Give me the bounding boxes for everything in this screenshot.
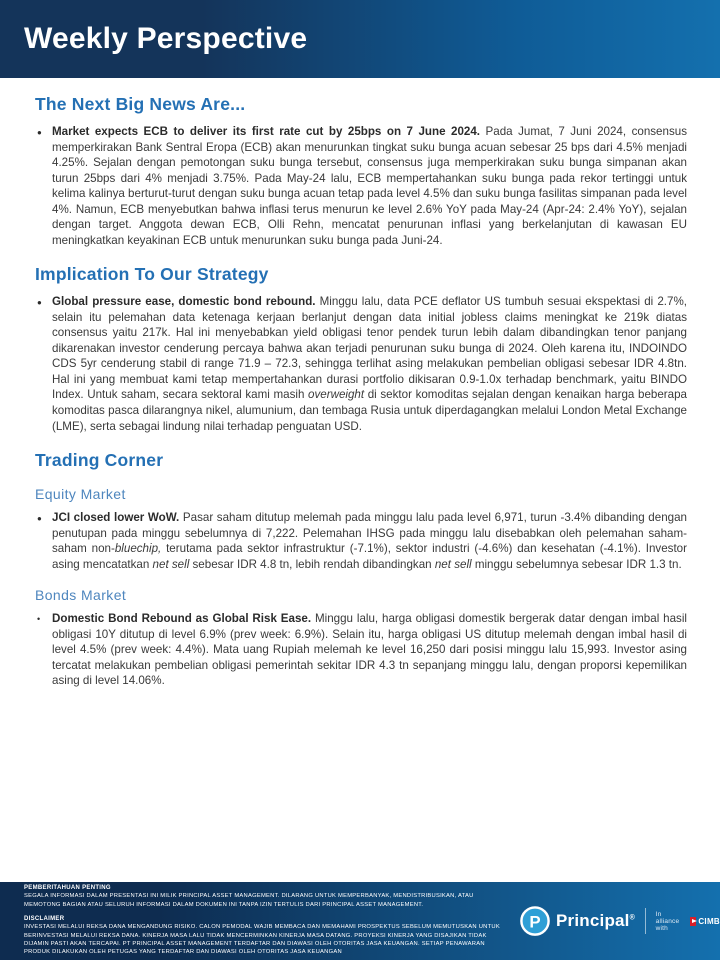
list-item: [37, 294, 687, 434]
cimb-logo-icon: [690, 917, 696, 926]
paragraph-global-pressure: Global pressure ease, domestic bond rebound. Minggu lalu, data PCE deflator US tumbuh sesuai ekspektasi di 2.7%, selain itu pelemahan data ketenaga kerjaan berlanjut dengan data initial jobless claims meningkat ke 219k diatas consensus yaitu 217k. Hal ini menyebabkan yield obligasi tenor pendek turun lebih dalam dibandingkan tenor panjang dikarenakan investor cenderung percaya bahwa akan terjadi penurunan suku bunga di 2024. Oleh karena itu, INDOINDO CDS 5yr cenderung stabil di range 71.9 – 72.3, sehingga terlihat asing melakukan pembelian obligasi sebesar IDR 4.8tn. Hal ini yang membuat kami tetap mempertahankan durasi portfolio dikisaran 0.9-1.0x terhadap benchmark, yaitu BINDO Index. Untuk saham, secara sektoral kami masih overweight di sektor komoditas sejalan dengan kenaikan harga beberapa komoditas pasca dilarangnya nikel, alumunium, dan tembaga Rusia untuk diperdagangkan melalui London Metal Exchange (LME), serta sebagai lindung nilai terhadap penguatan USD.: [52, 295, 687, 433]
list-item: [37, 124, 687, 248]
notice-body: SEGALA INFORMASI DALAM PRESENTASI INI MILIK PRINCIPAL ASSET MANAGEMENT. DILARANG UNTUK MEMPERBANYAK, MENDISTRIBUSIKAN, ATAU MEMOTONG BAGIAN ATAU SELURUH INFORMASI DALAM DOKUMEN INI TANPA IZIN TERTULIS DARI PRINCIPAL ASSET MANAGEMENT.: [24, 893, 474, 908]
section-trading-corner: [35, 450, 687, 689]
page-header: [0, 0, 720, 78]
notice-title: PEMBERITAHUAN PENTING: [24, 885, 111, 892]
subheading-bonds-market: Bonds Market: [35, 587, 127, 604]
subheading-equity-market: Equity Market: [35, 486, 126, 503]
alliance-label: In alliance with: [655, 910, 680, 932]
legal-text: [0, 879, 506, 960]
list-item: [37, 611, 687, 689]
bullet-icon: ●: [37, 128, 42, 137]
registered-mark: ®: [629, 914, 635, 922]
brand-divider: [645, 908, 646, 934]
disclaimer-body: INVESTASI MELALUI REKSA DANA MENGANDUNG RISIKO. CALON PEMODAL WAJIB MEMBACA DAN MEMAHAMI PROSPEKTUS SEBELUM MEMUTUSKAN UNTUK BERINVESTASI MELALUI REKSA DANA. KINERJA MASA LALU TIDAK MENCERMINKAN KINERJA MASA DATANG. PROYEKSI KINERJA YANG DISAJIKAN TIDAK DIJAMIN PASTI AKAN TERCAPAI. PT PRINCIPAL ASSET MANAGEMENT TERDAFTAR DAN DIAWASI OLEH OTORITAS JASA KEUANGAN. SETIAP PENAWARAN PRODUK DILAKUKAN OLEH PETUGAS YANG TERDAFTAR DAN DIAWASI OLEH OTORITAS JASA KEUANGAN: [24, 924, 500, 956]
paragraph-domestic-bond: Domestic Bond Rebound as Global Risk Ease. Minggu lalu, harga obligasi domestik bergerak datar dengan imbal hasil obligasi 10Y ditutup di level 6.9% (prev week: 6.9%). Selain itu, harga obligasi US ditutup melemah dengan imbal hasil di level 4.5% (prev week: 4.4%). Mata uang Rupiah melemah ke level 16,250 dari posisi minggu lalu 15,993. Investor asing tercatat melakukan pembelian obligasi pemerintah sekitar IDR 4.3 tn sepanjang minggu lalu, dengan proporsi kepemilikan asing di level 14.06%.: [52, 612, 687, 688]
cimb-wordmark: CIMB: [698, 916, 720, 926]
bullet-icon: ●: [37, 298, 42, 308]
paragraph-jci: JCI closed lower WoW. Pasar saham ditutup melemah pada minggu lalu pada level 6,971, turun -3.4% dibanding dengan penutupan pada minggu sebelumnya di 7,222. Pelemahan IHSG pada minggu lalu disebabkan oleh pelemahan saham-saham non-bluechip, terutama pada sektor infrastruktur (-7.1%), sektor industri (-4.6%) dan kesehatan (-4.1%). Investor asing mencatatkan net sell sebesar IDR 4.8 tn, lebih rendah dibandingkan net sell minggu sebelumnya sebesar IDR 1.3 tn.: [52, 511, 687, 571]
content-area: [0, 78, 720, 689]
section-next-big-news: [35, 94, 687, 248]
paragraph-ecb-rate-cut: Market expects ECB to deliver its first rate cut by 25bps on 7 June 2024. Pada Jumat, 7 Juni 2024, consensus memperkirakan Bank Sentral Eropa (ECB) akan menurunkan tingkat suku bunga acuan sebesar 25 bps dari 4.5% menjadi 4.25%. Sejalan dengan pemotongan suku bunga tersebut, consensus juga memperkirakan suku bunga simpanan akan turun 25bps dari 4% menjadi 3.75%. Pada May-24 lalu, ECB mempertahankan suku bunga pada rekor tertinggi untuk kelima kalinya berturut-turut dengan suku bunga acuan tetap pada level 4.5% dan suku bunga fasilitas simpanan pada level 4%. Namun, ECB menyebutkan bahwa inflasi terus menurun ke level 2.6% YoY pada May-24 (Apr-24: 2.4% YoY), sejalan dengan target. Anggota dewan ECB, Olli Rehn, mencatat penurunan inflasi yang berkelanjutan di kawasan EU meningkatkan keyakinan ECB untuk menurunkan suku bunga pada Juni-24.: [52, 125, 687, 247]
important-notice-block: [24, 885, 506, 909]
disclaimer-block: [24, 916, 506, 957]
list-item: [37, 510, 687, 572]
bullet-icon: •: [37, 614, 41, 625]
page-title: Weekly Perspective: [24, 22, 308, 55]
section-heading-implication: Implication To Our Strategy: [35, 264, 269, 285]
section-heading-next-big-news: The Next Big News Are...: [35, 94, 246, 114]
principal-brand: [520, 906, 720, 936]
principal-logo-icon: [520, 906, 550, 936]
section-implication-strategy: [35, 264, 687, 434]
bullet-icon: ●: [37, 514, 42, 524]
page-footer: [0, 882, 720, 960]
section-heading-trading-corner: Trading Corner: [35, 450, 164, 471]
principal-wordmark: Principal®: [556, 911, 635, 930]
svg-text:P: P: [529, 912, 541, 932]
disclaimer-title: DISCLAIMER: [24, 916, 65, 923]
